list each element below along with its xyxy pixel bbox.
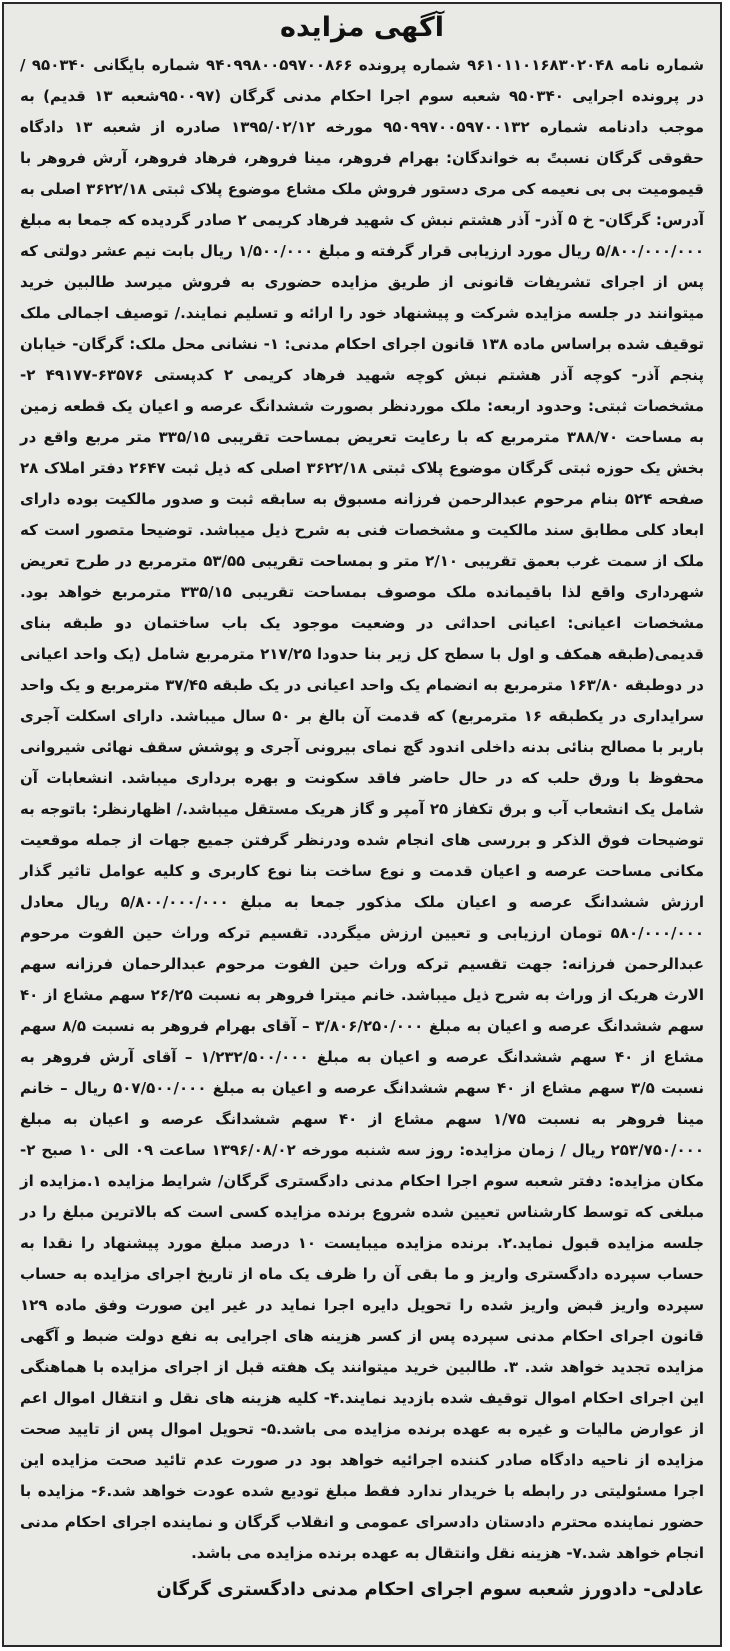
notice-title: آگهی مزایده bbox=[280, 12, 444, 43]
auction-notice bbox=[2, 2, 722, 1647]
notice-signature: عادلی- دادورز شعبه سوم اجرای احکام مدنی دادگستری گرگان bbox=[156, 1579, 704, 1600]
notice-body: شماره نامه ۹۶۱۰۱۱۰۱۶۸۳۰۲۰۴۸ شماره پرونده ۹۴۰۹۹۸۰۰۵۹۷۰۰۸۶۶ شماره بایگانی ۹۵۰۳۴۰ / در پرونده اجرایی ۹۵۰۳۴۰ شعبه سوم اجرا احکام مدنی گرگان (۹۵۰۰۹۷شعبه ۱۳ قدیم) به موجب دادنامه شماره ۹۵۰۹۹۷۰۰۵۹۷۰۰۱۳۲ مورخه ۱۳۹۵/۰۲/۱۲ صادره از شعبه ۱۳ دادگاه حقوقی گرگان نسبتً به خواندگان: بهرام فروهر، مینا فروهر، فرهاد فروهر، آرش فروهر با قیمومیت بی بی نعیمه کی مری دستور فروش ملک مشاع موضوع پلاک ثبتی ۳۶۲۲/۱۸ اصلی به آدرس: گرگان- خ ۵ آذر- آذر هشتم نبش ک شهید فرهاد کریمی ۲ صادر گردیده که جمعا به مبلغ ۵/۸۰۰/۰۰۰/۰۰۰ ریال مورد ارزیابی قرار گرفته و مبلغ ۱/۵۰۰/۰۰۰ ریال بابت نیم عشر دولتی که پس از اجرای تشریفات قانونی از طریق مزایده حضوری به فروش میرسد طالبین خرید میتوانند در جلسه مزایده شرکت و پیشنهاد خود را ارائه و تسلیم نمایند./ توصیف اجمالی ملک توقیف شده براساس ماده ۱۳۸ قانون اجرای احکام مدنی: ۱- نشانی محل ملک: گرگان- خیابان پنجم آذر- کوچه آذر هشتم نبش کوچه شهید فرهاد کریمی ۲ کدپستی ۶۳۵۷۶-۴۹۱۷۷ ۲-مشخصات ثبتی: وحدود اربعه: ملک موردنظر بصورت ششدانگ عرصه و اعیان یک قطعه زمین به مساحت ۳۸۸/۷۰ مترمربع که با رعایت تعریض بمساحت تقریبی ۳۳۵/۱۵ متر مربع واقع در بخش یک حوزه ثبتی گرگان موضوع پلاک ثبتی ۳۶۲۲/۱۸ اصلی که ذیل ثبت ۲۶۴۷ دفتر املاک ۲۸ صفحه ۵۲۴ بنام مرحوم عبدالرحمن فرزانه مسبوق به سابقه ثبت و صدور مالکیت بوده دارای ابعاد کلی مطابق سند مالکیت و مشخصات فنی به شرح ذیل میباشد. توضیحا متصور است که ملک از سمت غرب بعمق تقریبی ۲/۱۰ متر و بمساحت تقریبی ۵۳/۵۵ مترمربع در طرح تعریض شهرداری واقع لذا باقیمانده ملک موصوف بمساحت تقریبی ۳۳۵/۱۵ مترمربع خواهد بود. مشخصات اعیانی: اعیانی احداثی در وضعیت موجود یک باب ساختمان دو طبقه بنای قدیمی(طبقه همکف و اول با سطح کل زیر بنا حدودا ۲۱۷/۲۵ مترمربع شامل (یک واحد اعیانی در دوطبقه ۱۶۳/۸۰ مترمربع به انضمام یک واحد اعیانی در یک طبقه ۳۷/۴۵ مترمربع و یک واحد سرایداری در یکطبقه ۱۶ مترمربع) که قدمت آن بالغ بر ۵۰ سال میباشد. دارای اسکلت آجری باربر با مصالح بنائی بدنه داخلی اندود گچ نمای بیرونی آجری و پوشش سقف نهائی شیروانی محفوظ با ورق حلب که در حال حاضر فاقد سکونت و بهره برداری میباشد. انشعابات آن شامل یک انشعاب آب و برق تکفاز ۲۵ آمپر و گاز هریک مستقل میباشد./ اظهارنظر: باتوجه به توضیحات فوق الذکر و بررسی های انجام شده ودرنظر گرفتن جمیع جهات از جمله موقعیت مکانی مساحت عرصه و اعیان قدمت و نوع ساخت بنا نوع کاربری و کلیه عوامل تاثیر گذار ارزش ششدانگ عرصه و اعیان ملک مذکور جمعا به مبلغ ۵/۸۰۰/۰۰۰/۰۰۰ ریال معادل ۵۸۰/۰۰۰/۰۰۰ تومان ارزیابی و تعیین ارزش میگردد. تقسیم ترکه وراث حین الفوت مرحوم عبدالرحمن فرزانه: جهت تقسیم ترکه وراث حین الفوت مرحوم عبدالرحمان فرزانه سهم الارث هریک از وراث به شرح ذیل میباشد. خانم میترا فروهر به نسبت ۲۶/۲۵ سهم مشاع از ۴۰ سهم ششدانگ عرصه و اعیان به مبلغ ۳/۸۰۶/۲۵۰/۰۰۰ – آقای بهرام فروهر به نسبت ۸/۵ سهم مشاع از ۴۰ سهم ششدانگ عرصه و اعیان به مبلغ ۱/۲۳۲/۵۰۰/۰۰۰ – آقای آرش فروهر به نسبت ۳/۵ سهم مشاع از ۴۰ سهم ششدانگ عرصه و اعیان به مبلغ ۵۰۷/۵۰۰/۰۰۰ ریال – خانم مینا فروهر به نسبت ۱/۷۵ سهم مشاع از ۴۰ سهم ششدانگ عرصه و اعیان به مبلغ ۲۵۳/۷۵۰/۰۰۰ ریال / زمان مزایده: روز سه شنبه مورخه ۱۳۹۶/۰۸/۰۲ ساعت ۰۹ الی ۱۰ صبح ۲- مکان مزایده: دفتر شعبه سوم اجرا احکام مدنی دادگستری گرگان/ شرایط مزایده ۱.مزایده از مبلغی که توسط کارشناس تعیین شده شروع برنده مزایده کسی است که بالاترین مبلغ را در جلسه مزایده قبول نماید.۲. برنده مزایده میبایست ۱۰ درصد مبلغ مورد پیشنهاد را نقدا به حساب سپرده دادگستری واریز و ما بقی آن را ظرف یک ماه از تاریخ اجرای مزایده به حساب سپرده واریز قبض واریز شده را تحویل دایره اجرا نماید در غیر این صورت وفق ماده ۱۲۹ قانون اجرای احکام مدنی سپرده پس از کسر هزینه های اجرایی به نفع دولت ضبط و آگهی مزایده تجدید خواهد شد. ۳. طالبین خرید میتوانند یک هفته قبل از اجرای مزایده با هماهنگی این اجرای احکام اموال توقیف شده بازدید نمایند.۴- کلیه هزینه های نقل و انتقال اموال اعم از عوارض مالیات و غیره به عهده برنده مزایده می باشد.۵- تحویل اموال پس از تایید صحت مزایده از ناحیه دادگاه صادر کننده اجرائیه خواهد بود در صورت عدم تائید صحت مزایده این اجرا مسئولیتی در رابطه با خریدار ندارد فقط مبلغ تودیع شده عودت خواهد شد.۶- مزایده با حضور نماینده محترم دادستان دادسرای عمومی و انقلاب گرگان و نماینده اجرای احکام مدنی انجام خواهد شد.۷- هزینه نقل وانتقال به عهده برنده مزایده می باشد. bbox=[20, 56, 705, 1562]
